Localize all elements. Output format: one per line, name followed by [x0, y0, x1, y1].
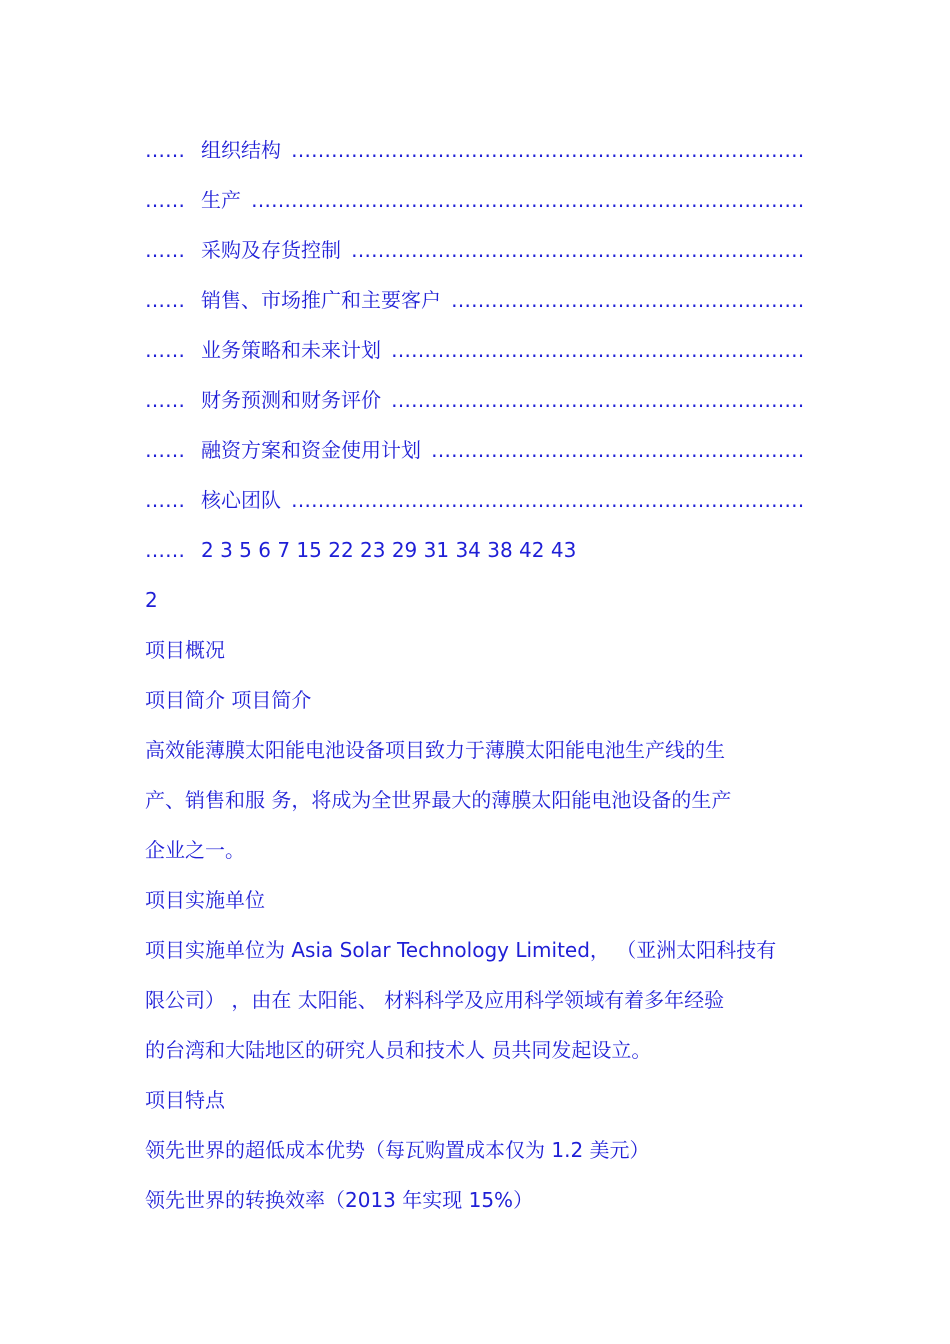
paragraph-line: 企业之一。: [145, 838, 245, 862]
toc-entry[interactable]: [145, 425, 805, 475]
toc-dot-leader: [251, 175, 805, 225]
toc-entry-title: 核心团队: [201, 488, 281, 512]
toc-page-numbers: 2 3 5 6 7 15 22 23 29 31 34 38 42 43: [201, 538, 577, 562]
page-content: [145, 125, 805, 1225]
toc-entry-title: 业务策略和未来计划: [201, 338, 381, 362]
feature-line: 领先世界的转换效率（2013 年实现 15%）: [145, 1188, 534, 1212]
section-heading-unit: 项目实施单位: [145, 888, 265, 912]
toc-entry[interactable]: [145, 475, 805, 525]
toc-entry[interactable]: [145, 325, 805, 375]
toc-leader: ……: [145, 138, 185, 162]
toc-page-numbers-row: [145, 525, 805, 575]
toc-dot-leader: [431, 425, 805, 475]
toc-leader: ……: [145, 388, 185, 412]
toc-leader: ……: [145, 288, 185, 312]
chapter-title: 项目概况: [145, 638, 225, 662]
section-heading-features: 项目特点: [145, 1088, 225, 1112]
toc-leader: ……: [145, 338, 185, 362]
toc-leader: ……: [145, 238, 185, 262]
toc-dot-leader: [291, 475, 805, 525]
toc-leader: ……: [145, 438, 185, 462]
toc-entry-title: 组织结构: [201, 138, 281, 162]
toc-dot-leader: [351, 225, 805, 275]
paragraph-line: 限公司） ，由在 太阳能、 材料科学及应用科学领域有着多年经验: [145, 988, 725, 1012]
toc-entry-title: 采购及存货控制: [201, 238, 341, 262]
paragraph-line: 高效能薄膜太阳能电池设备项目致力于薄膜太阳能电池生产线的生: [145, 738, 725, 762]
page-marker: 2: [145, 588, 158, 612]
toc-leader: ……: [145, 488, 185, 512]
toc-entry[interactable]: [145, 225, 805, 275]
toc-entry[interactable]: [145, 275, 805, 325]
paragraph-line: 产、销售和服 务，将成为全世界最大的薄膜太阳能电池设备的生产: [145, 788, 732, 812]
toc-entry-title: 财务预测和财务评价: [201, 388, 381, 412]
toc-entry[interactable]: [145, 175, 805, 225]
toc-dot-leader: [291, 125, 805, 175]
toc-entry[interactable]: [145, 125, 805, 175]
toc-dot-leader: [451, 275, 805, 325]
section-heading-intro: 项目简介 项目简介: [145, 688, 312, 712]
toc-entry-title: 融资方案和资金使用计划: [201, 438, 421, 462]
toc-dot-leader: [391, 325, 805, 375]
toc-dot-leader: [391, 375, 805, 425]
paragraph-line: 项目实施单位为 Asia Solar Technology Limited， （亚洲太阳科技有: [145, 938, 777, 962]
toc-leader: ……: [145, 188, 185, 212]
toc-entry-title: 销售、市场推广和主要客户: [201, 288, 441, 312]
toc-leader: ……: [145, 538, 185, 562]
toc-entry[interactable]: [145, 375, 805, 425]
feature-line: 领先世界的超低成本优势（每瓦购置成本仅为 1.2 美元）: [145, 1138, 650, 1162]
toc-entry-title: 生产: [201, 188, 241, 212]
paragraph-line: 的台湾和大陆地区的研究人员和技术人 员共同发起设立。: [145, 1038, 652, 1062]
